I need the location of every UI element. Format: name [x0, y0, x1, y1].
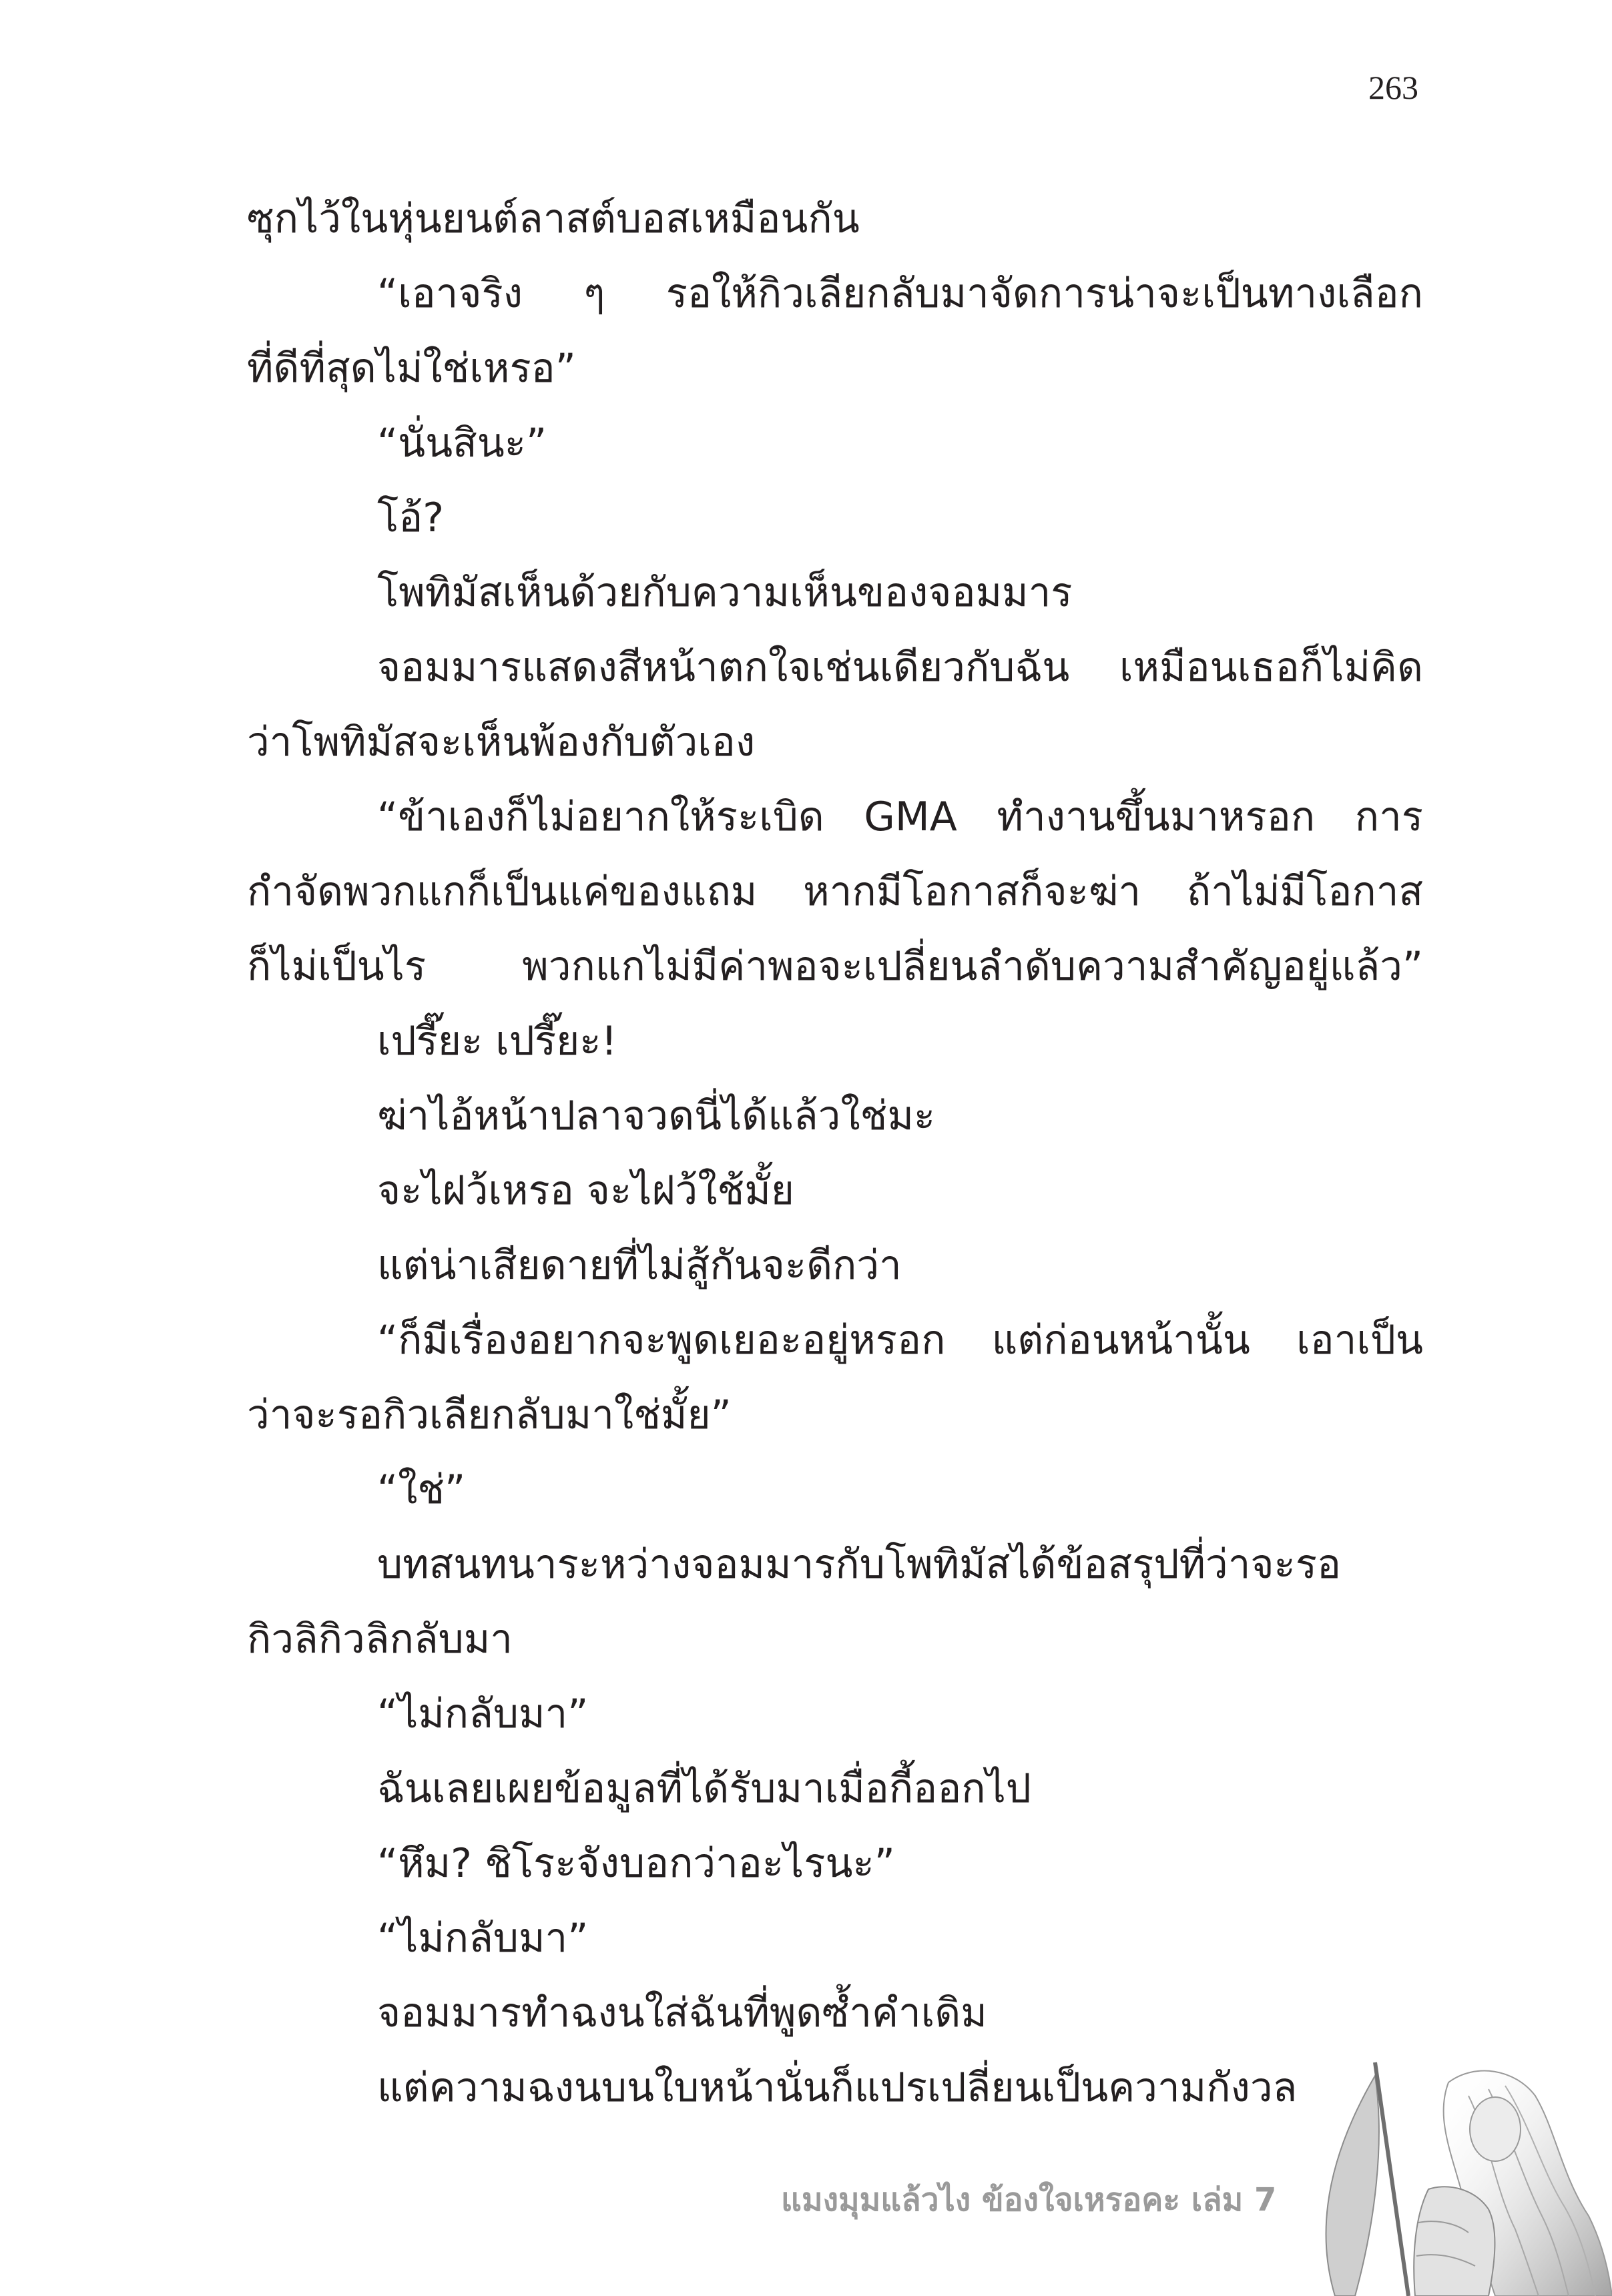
- text-line: แต่ความฉงนบนใบหน้านั่นก็แปรเปลี่ยนเป็นความกังวล: [377, 2064, 1298, 2111]
- text-line: “นั่นสินะ”: [377, 420, 547, 467]
- text-line: “หึม? ชิโระจังบอกว่าอะไรนะ”: [377, 1840, 895, 1887]
- text-line: จะไฝว้เหรอ จะไฝว้ใช้มั้ย: [377, 1167, 794, 1214]
- text-line: โพทิมัสเห็นด้วยกับความเห็นของจอมมาร: [377, 569, 1073, 616]
- text-line: จอมมารแสดงสีหน้าตกใจเช่นเดียวกับฉัน เหมือนเธอก็ไม่คิด: [377, 644, 1423, 691]
- text-line: ฉันเลยเผยข้อมูลที่ได้รับมาเมื่อกี้ออกไป: [377, 1765, 1031, 1812]
- text-line: บทสนทนาระหว่างจอมมารกับโพทิมัสได้ข้อสรุปที่ว่าจะรอ: [377, 1541, 1342, 1588]
- text-line: ว่าจะรอกิวเลียกลับมาใช่มั้ย”: [247, 1392, 732, 1438]
- text-line: แต่น่าเสียดายที่ไม่สู้กันจะดีกว่า: [377, 1242, 902, 1289]
- text-line: “ไม่กลับมา”: [377, 1691, 589, 1737]
- text-line: “ข้าเองก็ไม่อยากให้ระเบิด GMA ทำงานขึ้นมาหรอก การ: [377, 794, 1423, 840]
- text-line: โอ้?: [377, 495, 445, 541]
- text-line: “เอาจริง ๆ รอให้กิวเลียกลับมาจัดการน่าจะเป็นทางเลือก: [377, 270, 1423, 317]
- text-line: “ใช่”: [377, 1466, 466, 1513]
- text-line: ซุกไว้ในหุ่นยนต์ลาสต์บอสเหมือนกัน: [247, 196, 860, 242]
- text-line: เปรี๊ยะ เปรี๊ยะ!: [377, 1018, 617, 1065]
- text-line: ว่าโพทิมัสจะเห็นพ้องกับตัวเอง: [247, 719, 756, 766]
- text-line: กำจัดพวกแกก็เป็นแค่ของแถม หากมีโอกาสก็จะฆ่า ถ้าไม่มีโอกาส: [247, 868, 1423, 915]
- text-line: “ก็มีเรื่องอยากจะพูดเยอะอยู่หรอก แต่ก่อนหน้านั้น เอาเป็น: [377, 1317, 1423, 1364]
- text-line: ก็ไม่เป็นไร พวกแกไม่มีค่าพอจะเปลี่ยนลำดับความสำคัญอยู่แล้ว”: [247, 943, 1423, 990]
- footer-book-title: แมงมุมแล้วไง ข้องใจเหรอคะ เล่ม 7: [781, 2181, 1277, 2219]
- corner-illustration: [1275, 2056, 1612, 2296]
- page-number: 263: [1368, 69, 1418, 106]
- text-line: “ไม่กลับมา”: [377, 1915, 589, 1962]
- text-line: ฆ่าไอ้หน้าปลาจวดนี่ได้แล้วใช่มะ: [377, 1093, 936, 1139]
- body-text: [247, 182, 1423, 2125]
- text-line: กิวลิกิวลิกลับมา: [247, 1616, 513, 1663]
- text-line: จอมมารทำฉงนใส่ฉันที่พูดซ้ำคำเดิม: [377, 1990, 987, 2036]
- text-line: ที่ดีที่สุดไม่ใช่เหรอ”: [247, 345, 576, 392]
